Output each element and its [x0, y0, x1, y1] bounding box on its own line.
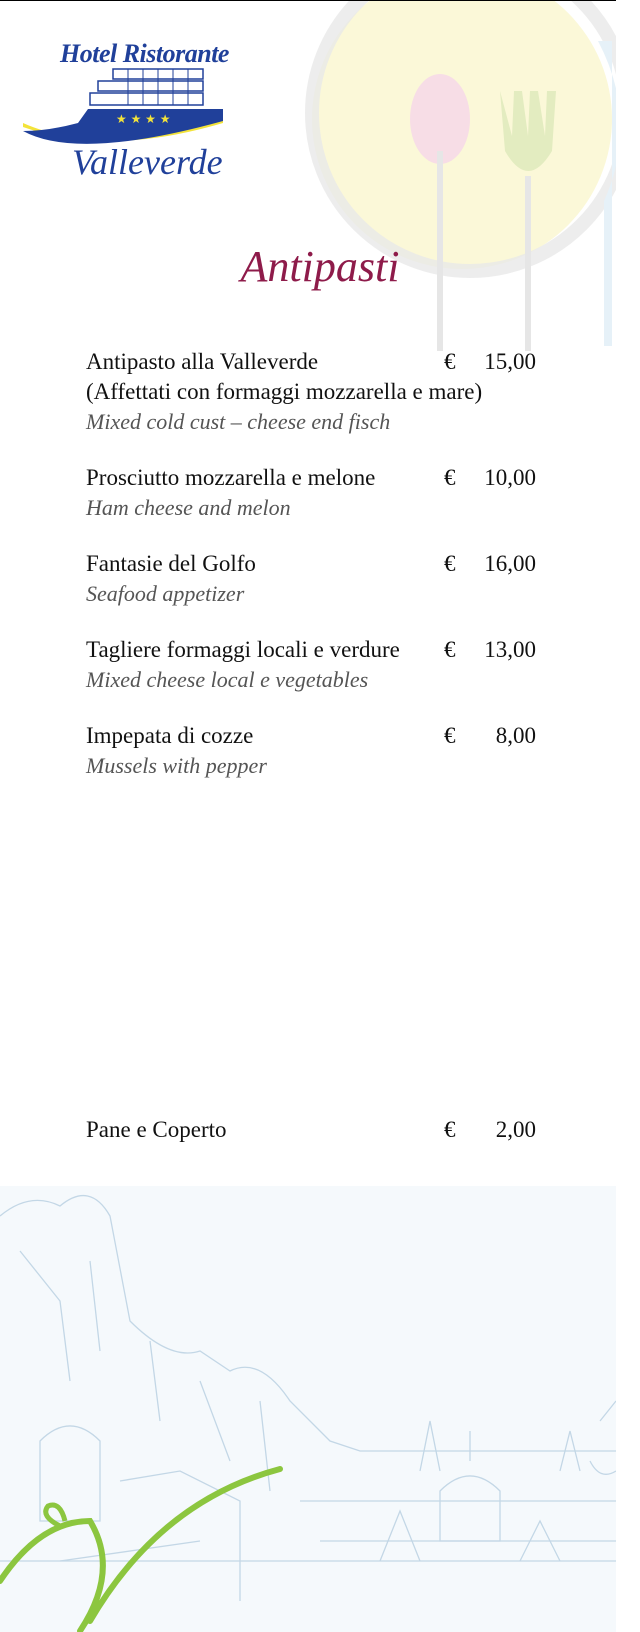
hotel-building-icon	[18, 67, 238, 147]
currency-symbol: €	[444, 637, 456, 662]
menu-item	[86, 721, 536, 781]
hotel-logo	[18, 37, 238, 187]
cover-charge	[86, 1115, 536, 1145]
dish-name: Antipasto alla Valleverde	[86, 349, 319, 374]
dish-subtitle: (Affettati con formaggi mozzarella e mare)	[86, 379, 483, 404]
dish-english: Mixed cold cust – cheese end fisch	[86, 409, 391, 434]
dish-english: Mussels with pepper	[86, 753, 267, 778]
menu-item	[86, 463, 536, 523]
cover-charge-label: Pane e Coperto	[86, 1117, 227, 1142]
currency-symbol: €	[444, 1117, 456, 1142]
dish-name: Impepata di cozze	[86, 723, 254, 748]
dish-price: 15,00	[484, 349, 536, 374]
cover-charge-price: 2,00	[495, 1117, 536, 1142]
logo-line2: Valleverde	[72, 142, 223, 182]
dish-price: 13,00	[484, 637, 536, 662]
menu-list	[86, 347, 536, 807]
menu-item	[86, 635, 536, 695]
section-title: Antipasti	[240, 242, 400, 291]
svg-text:★ ★ ★ ★: ★ ★ ★ ★	[116, 112, 171, 126]
currency-symbol: €	[444, 723, 456, 748]
dish-english: Seafood appetizer	[86, 581, 245, 606]
currency-symbol: €	[444, 551, 456, 576]
currency-symbol: €	[444, 465, 456, 490]
dish-name: Prosciutto mozzarella e melone	[86, 465, 376, 490]
dish-name: Tagliere formaggi locali e verdure	[86, 637, 400, 662]
menu-item	[86, 549, 536, 609]
dish-name: Fantasie del Golfo	[86, 551, 256, 576]
currency-symbol: €	[444, 349, 456, 374]
dish-english: Ham cheese and melon	[86, 495, 291, 520]
dish-price: 16,00	[484, 551, 536, 576]
logo-line1: Hotel Ristorante	[60, 39, 229, 68]
dish-price: 8,00	[495, 723, 536, 748]
dish-english: Mixed cheese local e vegetables	[86, 667, 369, 692]
menu-item	[86, 347, 536, 437]
dish-price: 10,00	[484, 465, 536, 490]
